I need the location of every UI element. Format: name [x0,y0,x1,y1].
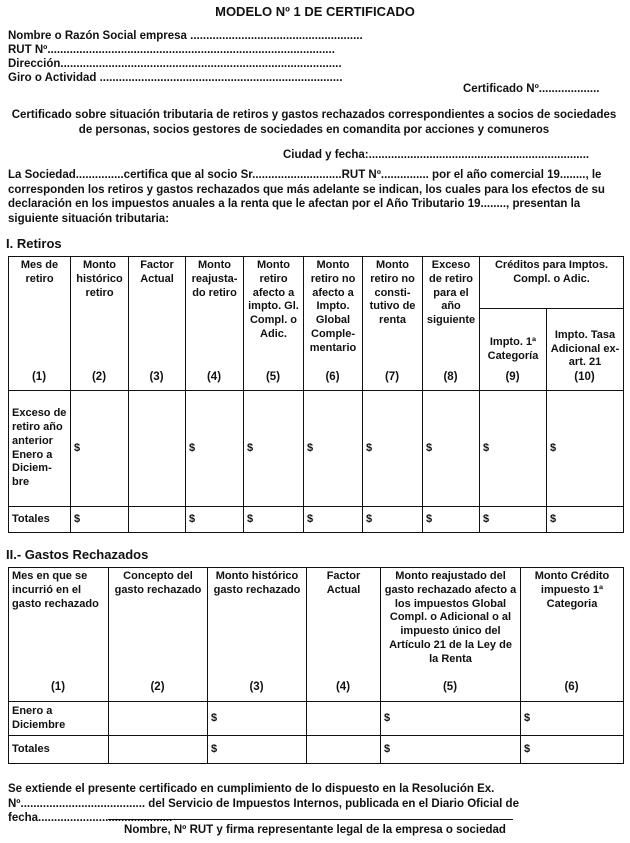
cell-dollar: $ [304,507,363,533]
row-label-exceso: Exceso de retiro año anterior Enero a Diciem- bre [9,391,71,507]
header-no-constitutivo: Monto retiro no consti- tutivo de renta [369,259,416,326]
header-concepto: Concepto del gasto rechazado [114,570,202,596]
header-mes-gasto: Mes en que se incurrió en el gasto rechazado [12,570,99,610]
header-exceso-retiro: Exceso de retiro para el año siguiente [426,259,476,326]
gastos-table [8,567,624,764]
column-number: (4) [206,371,222,383]
field-rut: RUT Nº.......................................................................................... [8,44,335,56]
column-number: (5) [442,681,458,693]
row-label-totales: Totales [9,507,71,533]
cell-empty [109,736,208,764]
cell-empty [109,702,208,736]
cell-dollar: $ [423,391,480,507]
column-number: (1) [31,371,47,383]
header-monto-credito: Monto Crédito impuesto 1ª Categoria [534,570,610,610]
retiros-column-numbers [8,370,623,386]
cell-dollar: $ [71,507,129,533]
cell-empty [307,736,381,764]
column-number: (2) [91,371,107,383]
cell-dollar: $ [480,391,547,507]
header-monto-reajustado-gasto: Monto reajustado del gasto rechazado afecto a los impuestos Global Compl. o Adicional o al impuesto único del Artículo 21 de la Ley de la Renta [384,570,517,665]
cell-dollar: $ [381,736,521,764]
column-number: (6) [325,371,340,383]
cell-empty [307,702,381,736]
header-factor-actual-gasto: Factor Actual [326,570,361,596]
certification-statement: La Sociedad...............certifica que al socio Sr............................RUT Nº............... por el año comercial 19........, le corresponden los retiros y gastos rechazados que más adelante se indican, los cuales para los efectos de su declaración en los impuestos anuales a la renta que le afectan por el Año Tributario 19........, presentan la siguiente situación tributaria: [8,169,605,226]
header-monto-no-afecto: Monto retiro no afecto a Impto. Global Comple- mentario [309,259,357,354]
header-monto-afecto: Monto retiro afecto a impto. Gl. Compl. o Adic. [248,259,299,340]
cell-dollar: $ [521,702,624,736]
header-monto-historico-gasto: Monto histórico gasto rechazado [213,570,301,596]
certificate-number: Certificado Nº................... [463,83,600,95]
certificate-description: Certificado sobre situación tributaria de retiros y gastos rechazados correspondientes a socios de sociedades de personas, socios gestores de sociedades en comandita por acciones y comuneros [11,109,617,136]
column-number: (4) [335,681,351,693]
header-monto-reajustado: Monto reajusta- do retiro [191,259,238,299]
cell-dollar: $ [547,507,624,533]
cell-dollar: $ [480,507,547,533]
footer-statement: Se extiende el presente certificado en cumplimiento de lo dispuesto en la Resolución Ex. Nº....................................... del Servicio de Impuestos Internos, publicada en el Diario Oficial de fecha.......................................... [8,783,519,825]
cell-dollar: $ [521,736,624,764]
header-factor-actual: Factor Actual [140,259,174,285]
cell-dollar: $ [381,702,521,736]
cell-dollar: $ [363,391,423,507]
cell-dollar: $ [186,507,244,533]
column-number: (10) [574,371,595,383]
column-number: (2) [150,681,165,693]
header-creditos-group: Créditos para Imptos. Compl. o Adic. [480,257,624,309]
section-gastos-title: II.- Gastos Rechazados [6,547,149,562]
document-title: MODELO Nº 1 DE CERTIFICADO [215,4,415,19]
cell-dollar: $ [304,391,363,507]
section-retiros-title: I. Retiros [6,236,62,251]
field-address: Dirección........................................................................................ [8,58,342,70]
header-impto-primera-categoria: Impto. 1ª Categoría [487,335,539,362]
city-and-date: Ciudad y fecha:..................................................................... [283,149,590,161]
row-label-totales: Totales [9,736,109,764]
cell-dollar: $ [208,736,307,764]
column-number: (6) [564,681,579,693]
signature-label: Nombre, Nº RUT y firma representante legal de la empresa o sociedad [124,824,506,836]
signature-line [108,819,513,820]
cell-empty [129,507,186,533]
gastos-column-numbers [8,680,623,696]
column-number: (3) [249,681,264,693]
column-number: (1) [50,681,66,693]
column-number: (9) [505,371,520,383]
header-impto-tasa-adicional: Impto. Tasa Adicional ex-art. 21 [550,328,620,369]
cell-dollar: $ [547,391,624,507]
cell-dollar: $ [423,507,480,533]
column-number: (8) [443,371,458,383]
field-activity: Giro o Actividad ............................................................................ [8,72,343,84]
cell-dollar: $ [208,702,307,736]
column-number: (7) [384,371,400,383]
cell-dollar: $ [186,391,244,507]
column-number: (3) [149,371,164,383]
cell-dollar: $ [363,507,423,533]
column-number: (5) [265,371,281,383]
header-mes-retiro: Mes de retiro [20,259,59,285]
cell-dollar: $ [244,391,304,507]
row-label-enero-diciembre: Enero a Diciembre [9,702,109,736]
retiros-table [8,256,624,533]
cell-empty [129,391,186,507]
field-company-name: Nombre o Razón Social empresa ...................................................... [8,30,363,42]
cell-dollar: $ [244,507,304,533]
header-monto-historico: Monto histórico retiro [76,259,123,299]
cell-dollar: $ [71,391,129,507]
